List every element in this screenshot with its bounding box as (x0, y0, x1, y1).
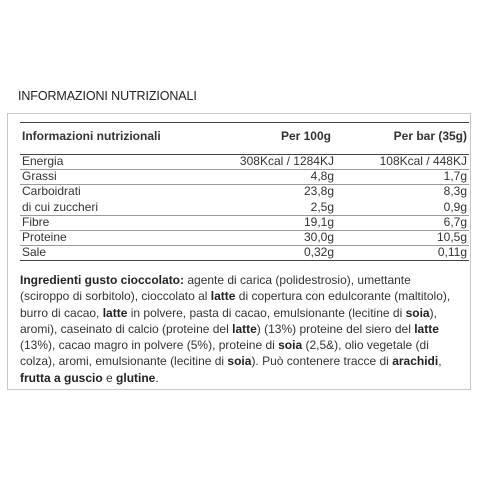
header-per-100g: Per 100g (280, 129, 331, 143)
table-row (20, 185, 469, 199)
table-row (20, 246, 469, 260)
value-per-bar: 6,7g (443, 214, 467, 229)
value-per-bar: 1,7g (443, 169, 467, 184)
value-per-100g: 0,32g (303, 245, 334, 260)
ingredient-text: , (438, 354, 442, 369)
value-per-bar: 10,5g (436, 230, 467, 244)
value-per-100g: 2,5g (310, 199, 334, 214)
ingredient-emphasis: soia (405, 305, 430, 320)
value-per-bar: 0,9g (443, 199, 467, 214)
ingredient-emphasis: latte (232, 321, 257, 336)
header-nutrient: Informazioni nutrizionali (22, 129, 161, 143)
ingredient-text: ). Può contenere tracce di (251, 354, 393, 369)
value-per-bar: 8,3g (443, 184, 467, 199)
ingredient-emphasis: frutta a guscio (20, 370, 103, 385)
ingredient-text: . (155, 370, 159, 385)
table-header-row (20, 123, 469, 150)
table-row (20, 231, 469, 245)
nutrition-panel (7, 113, 471, 390)
value-per-100g: 308Kcal / 1284KJ (239, 154, 334, 168)
nutrient-name: Sale (22, 245, 47, 260)
ingredient-text: ) (13%) proteine del siero del (256, 321, 415, 336)
value-per-bar: 0,11g (437, 245, 467, 260)
ingredient-text: agente di carica (polidestrosio), umettante (sciroppo di sorbitolo), cioccolato al (20, 273, 411, 304)
nutrient-name: Energia (22, 154, 64, 168)
ingredient-emphasis: soia (227, 354, 252, 369)
value-per-100g: 23,8g (303, 184, 334, 199)
table-row (20, 216, 469, 230)
ingredient-emphasis: latte (210, 289, 236, 304)
value-per-100g: 4,8g (310, 169, 334, 184)
ingredient-emphasis: latte (102, 305, 128, 320)
nutrient-name: Carboidrati (22, 184, 81, 199)
table-row (20, 155, 469, 169)
ingredient-text: in polvere, pasta di cacao, emulsionante (lecitine di (127, 305, 406, 320)
nutrient-name: Proteine (22, 230, 67, 244)
ingredient-emphasis: latte (414, 321, 439, 336)
ingredient-emphasis: Ingredienti gusto cioccolato: (20, 273, 185, 287)
ingredient-text: ), aromi), caseinato di calcio (proteine del (20, 305, 437, 336)
table-bottom-rule (20, 260, 469, 261)
page-title: INFORMAZIONI NUTRIZIONALI (18, 89, 197, 103)
ingredient-emphasis: soia (278, 338, 303, 353)
ingredient-text: di copertura con edulcorante (maltitolo), burro di cacao, (20, 289, 451, 320)
value-per-100g: 30,0g (303, 230, 334, 244)
header-per-bar: Per bar (35g) (393, 129, 467, 143)
ingredient-text: (2,5&), olio vegetale (di colza), aromi, emulsionante (lecitine di (20, 338, 429, 369)
table-row (20, 201, 469, 215)
nutrient-name: Grassi (22, 169, 57, 184)
ingredient-text: e (102, 370, 117, 385)
value-per-bar: 108Kcal / 448KJ (379, 154, 467, 168)
value-per-100g: 19,1g (303, 214, 334, 229)
table-row (20, 170, 469, 184)
nutrient-name: di cui zuccheri (22, 199, 99, 214)
ingredient-text: (13%), cacao magro in polvere (5%), proteine di (20, 338, 279, 353)
ingredient-emphasis: arachidi (392, 354, 439, 369)
nutrient-name: Fibre (22, 214, 50, 229)
ingredient-emphasis: glutine (116, 370, 156, 385)
ingredients-text (20, 272, 460, 386)
